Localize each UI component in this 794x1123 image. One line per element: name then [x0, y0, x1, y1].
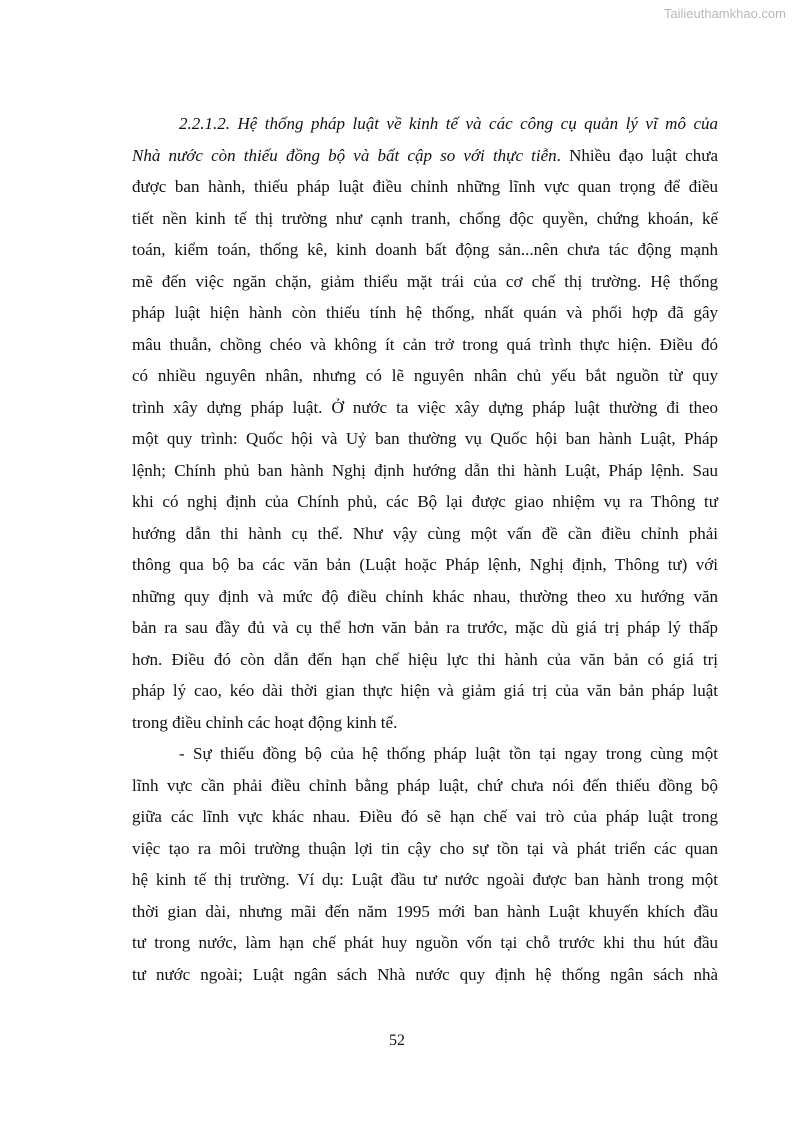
text-line [132, 171, 718, 203]
body-text: mẽ đến việc ngăn chặn, giảm thiểu mặt trái của cơ chế thị trường. Hệ thống [132, 271, 718, 291]
text-line [132, 392, 718, 424]
body-text: được ban hành, thiếu pháp luật điều chỉnh những lĩnh vực quan trọng để điều [132, 177, 718, 196]
text-line [132, 486, 718, 518]
body-text: lệnh; Chính phủ ban hành Nghị định hướng dẫn thi hành Luật, Pháp lệnh. Sau [132, 460, 718, 480]
body-text: hơn. Điều đó còn dẫn đến hạn chế hiệu lực thi hành của văn bản có giá trị [132, 649, 718, 669]
text-line [132, 675, 718, 707]
text-line [132, 297, 718, 329]
body-text: bản ra sau đầy đủ và cụ thể hơn văn bản ra trước, mặc dù giá trị pháp lý thấp [132, 618, 718, 637]
text-line [132, 770, 718, 802]
text-line [132, 140, 718, 172]
body-text: lĩnh vực cần phải điều chỉnh bằng pháp luật, chứ chưa nói đến thiếu đồng bộ [132, 775, 718, 795]
text-line [132, 329, 718, 361]
body-text: pháp lý cao, kéo dài thời gian thực hiện và giảm giá trị của văn bản pháp luật [132, 681, 718, 700]
body-text: thông qua bộ ba các văn bản (Luật hoặc Pháp lệnh, Nghị định, Thông tư) với [132, 555, 718, 574]
text-line [132, 518, 718, 550]
text-line [132, 927, 718, 959]
body-text: những quy định và mức độ điều chỉnh khác nhau, thường theo xu hướng văn [132, 586, 718, 606]
text-line [132, 423, 718, 455]
body-text: toán, kiểm toán, thống kê, kinh doanh bất động sản...nên chưa tác động mạnh [132, 240, 718, 259]
text-line [132, 707, 718, 739]
italic-heading-text: Nhà nước còn thiếu đồng bộ và bất cập so với thực tiễn [132, 145, 557, 165]
text-line [132, 549, 718, 581]
body-text: trình xây dựng pháp luật. Ở nước ta việc xây dựng pháp luật thường đi theo [132, 397, 718, 417]
body-text: trong điều chỉnh các hoạt động kinh tế. [132, 712, 398, 732]
body-text: giữa các lĩnh vực khác nhau. Điều đó sẽ hạn chế vai trò của pháp luật trong [132, 807, 718, 826]
italic-heading-text: 2.2.1.2. Hệ thống pháp luật về kinh tế và các công cụ quản lý vĩ mô của [179, 114, 718, 133]
body-text: hướng dẫn thi hành cụ thể. Như vậy cùng một vấn đề cần điều chỉnh phải [132, 523, 718, 543]
text-line [132, 896, 718, 928]
body-text: tiết nền kinh tế thị trường như cạnh tranh, chống độc quyền, chứng khoán, kế [132, 208, 718, 228]
watermark: Tailieuthamkhao.com [663, 6, 786, 21]
paragraph [132, 108, 718, 738]
text-line [132, 801, 718, 833]
body-text: mâu thuẫn, chồng chéo và không ít cản trở trong quá trình thực hiện. Điều đó [132, 334, 718, 354]
text-line [132, 108, 718, 140]
body-text: việc tạo ra môi trường thuận lợi tin cậy cho sự tồn tại và phát triển các quan [132, 838, 718, 858]
text-line [132, 738, 718, 770]
body-text: . Nhiều đạo luật chưa [556, 145, 718, 165]
body-text: có nhiều nguyên nhân, nhưng có lẽ nguyên nhân chủ yếu bắt nguồn từ quy [132, 366, 718, 385]
body-text: tư nước ngoài; Luật ngân sách Nhà nước quy định hệ thống ngân sách nhà [132, 964, 718, 984]
text-line [132, 864, 718, 896]
body-text: thời gian dài, nhưng mãi đến năm 1995 mới ban hành Luật khuyến khích đầu [132, 901, 718, 921]
body-text: - Sự thiếu đồng bộ của hệ thống pháp luật tồn tại ngay trong cùng một [179, 744, 718, 763]
text-line [132, 455, 718, 487]
text-line [132, 644, 718, 676]
paragraph [132, 738, 718, 990]
text-line [132, 203, 718, 235]
text-line [132, 833, 718, 865]
body-text: tư trong nước, làm hạn chế phát huy nguồn vốn tại chỗ trước khi thu hút đầu [132, 933, 718, 952]
body-text: một quy trình: Quốc hội và Uỷ ban thường vụ Quốc hội ban hành Luật, Pháp [132, 429, 718, 448]
text-line [132, 581, 718, 613]
page-number: 52 [389, 1032, 405, 1049]
body-text: khi có nghị định của Chính phủ, các Bộ lại được giao nhiệm vụ ra Thông tư [132, 492, 718, 511]
text-line [132, 612, 718, 644]
text-line [132, 959, 718, 991]
page-body [132, 108, 718, 990]
body-text: hệ kinh tế thị trường. Ví dụ: Luật đầu tư nước ngoài được ban hành trong một [132, 870, 718, 889]
body-text: pháp luật hiện hành còn thiếu tính hệ thống, nhất quán và phối hợp đã gây [132, 303, 718, 322]
text-line [132, 234, 718, 266]
text-line [132, 360, 718, 392]
text-line [132, 266, 718, 298]
